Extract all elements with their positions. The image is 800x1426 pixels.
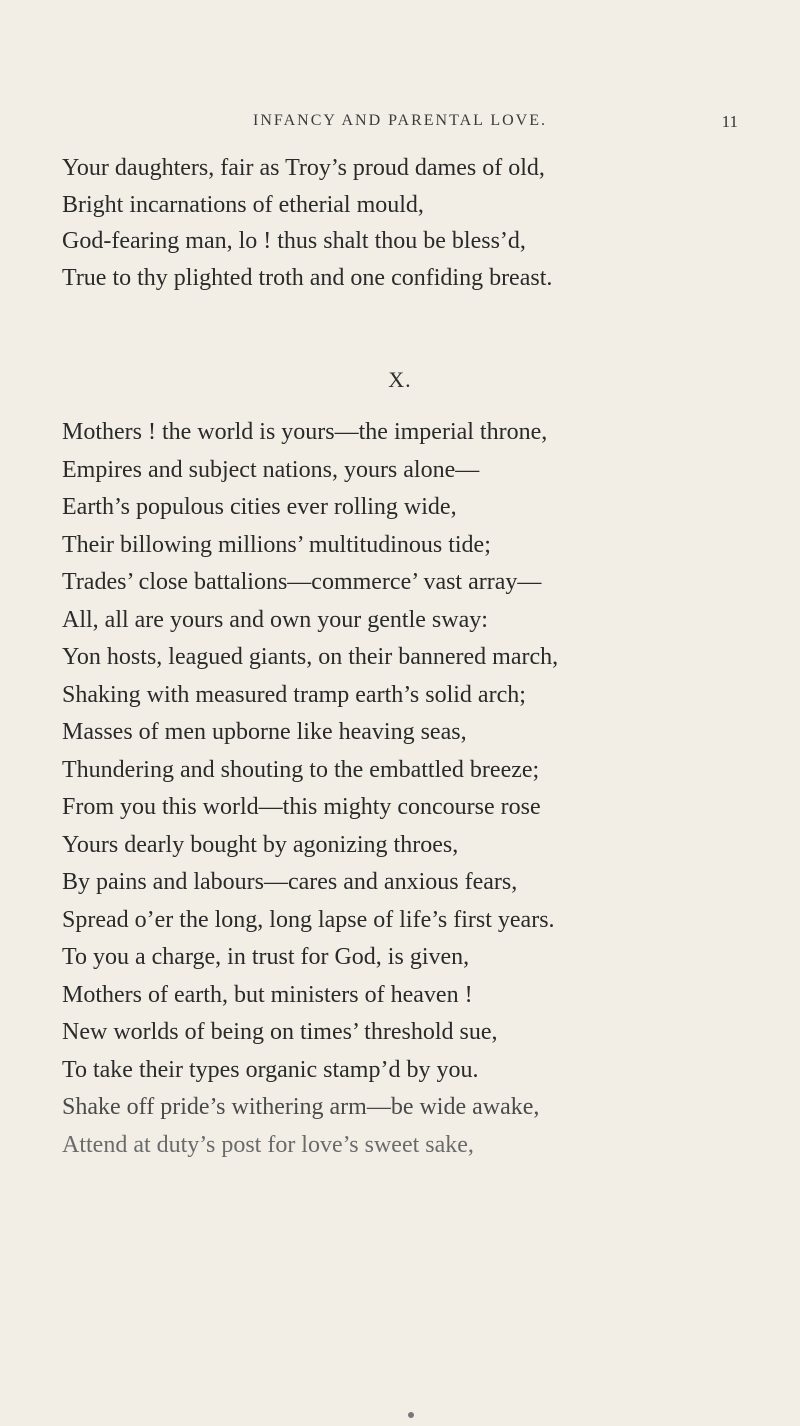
verse-line: Masses of men upborne like heaving seas,: [62, 719, 467, 745]
stanza-main: [62, 414, 782, 1164]
verse-line: To you a charge, in trust for God, is given,: [62, 944, 470, 970]
verse-line: Shake off pride’s withering arm—be wide awake,: [62, 1094, 540, 1120]
verse-line: To take their types organic stamp’d by you.: [62, 1056, 479, 1083]
verse-line: Your daughters, fair as Troy’s proud dames of old,: [62, 155, 545, 181]
verse-line: Bright incarnations of etherial mould,: [62, 191, 424, 218]
verse-line: Empires and subject nations, yours alone—: [62, 456, 480, 483]
verse-line: True to thy plighted troth and one confiding breast.: [62, 264, 553, 291]
running-head: [62, 112, 738, 132]
verse-line: Yours dearly bought by agonizing throes,: [62, 831, 459, 858]
verse-line: Trades’ close battalions—commerce’ vast array—: [62, 569, 542, 595]
verse-line: Thundering and shouting to the embattled breeze;: [62, 756, 540, 783]
section-numeral: X.: [388, 367, 412, 392]
verse-line: Earth’s populous cities ever rolling wide,: [62, 494, 457, 520]
verse-line: Their billowing millions’ multitudinous tide;: [62, 531, 491, 558]
page-number: 11: [721, 112, 738, 131]
verse-line: Yon hosts, leagued giants, on their bannered march,: [62, 644, 559, 670]
verse-line: Attend at duty’s post for love’s sweet sake,: [62, 1131, 474, 1158]
verse-line: Mothers ! the world is yours—the imperial throne,: [62, 419, 548, 445]
running-title: INFANCY AND PARENTAL LOVE.: [253, 112, 547, 129]
verse-line: Spread o’er the long, long lapse of life’s first years.: [62, 906, 555, 933]
verse-line: By pains and labours—cares and anxious fears,: [62, 869, 518, 895]
verse-line: From you this world—this mighty concourse rose: [62, 794, 541, 820]
verse-line: Mothers of earth, but ministers of heaven !: [62, 981, 473, 1008]
verse-line: Shaking with measured tramp earth’s solid arch;: [62, 681, 526, 708]
verse-line: All, all are yours and own your gentle sway:: [62, 606, 488, 633]
verse-line: New worlds of being on times’ threshold sue,: [62, 1019, 498, 1045]
verse-line: God-fearing man, lo ! thus shalt thou be bless’d,: [62, 228, 526, 254]
printer-mark: [408, 1412, 414, 1418]
stanza-top: [62, 150, 762, 296]
